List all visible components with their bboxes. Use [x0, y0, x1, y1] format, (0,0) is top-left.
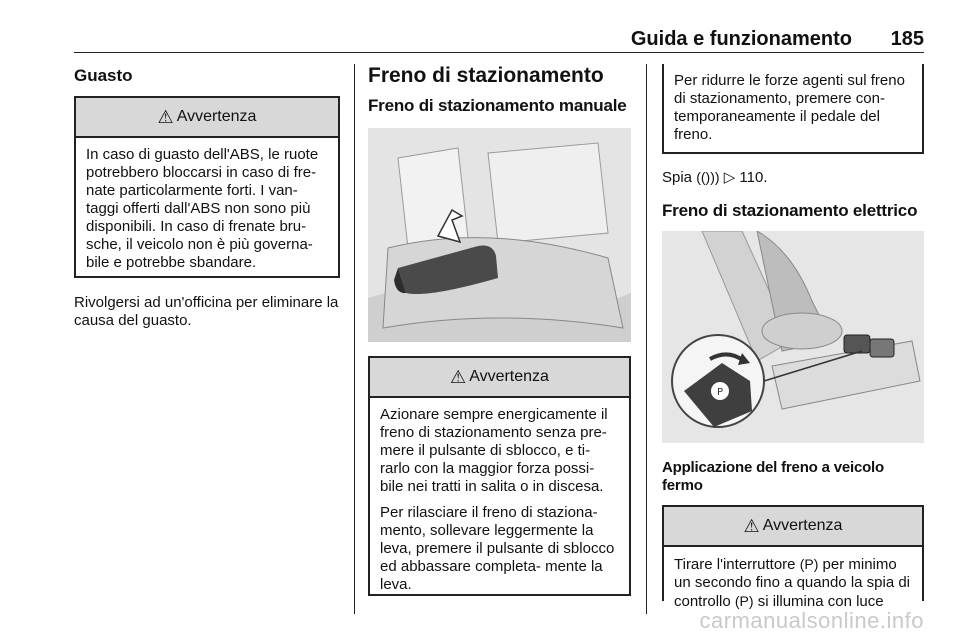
subtitle-elettrico: Freno di stazionamento elettrico — [662, 201, 918, 220]
column-divider-2 — [646, 64, 647, 614]
warning-text-1: Azionare sempre energicamente il freno di stazionamento senza pre- mere il pulsante di sblocco, e ti- rarlo con la maggior forza possi- bile nei tratti in salita o in discesa. — [380, 406, 608, 495]
subtitle-manuale: Freno di stazionamento manuale — [368, 96, 627, 115]
parking-brake-switch-icon: (P) — [799, 556, 819, 572]
warning-triangle-icon: ⚠ — [743, 515, 760, 536]
page-number: 185 — [890, 28, 924, 50]
column-2 — [368, 64, 631, 596]
column-divider-1 — [354, 64, 355, 614]
brake-warning-light-icon: (())) — [696, 169, 720, 185]
paragraph-officina: Rivolgersi ad un'officina per eliminare la causa del guasto. — [74, 294, 339, 329]
warning-box-manuale — [368, 356, 631, 596]
warning-box-header — [664, 507, 922, 547]
warning-title: Avvertenza — [176, 108, 257, 125]
illustration-electric-brake-switch — [662, 231, 924, 443]
title-freno-stazionamento: Freno di stazionamento — [368, 64, 604, 87]
warning-text: Tirare l'interruttore (P) per minimo un secondo fino a quando la spia di controllo (P) si illumina con luce — [674, 556, 911, 610]
warning-box-header — [370, 358, 629, 398]
page-reference-icon: ▷ — [723, 169, 736, 186]
warning-box-abs — [74, 96, 340, 278]
info-box-body — [664, 64, 922, 152]
spia-page-ref[interactable]: 110. — [739, 169, 768, 186]
illustration-handbrake-lever — [368, 128, 631, 342]
info-box-pedale — [662, 64, 924, 154]
warning-text: In caso di guasto dell'ABS, le ruote potrebbero bloccarsi in caso di fre- nate particolarmente forti. I van- taggi offerti dall'ABS non sono più disponibili. In caso di frenate bru- sche, il veicolo non è più governa- bile e potrebbe sbandare. — [86, 146, 319, 271]
warning-box-elettrico — [662, 505, 924, 610]
warning-triangle-icon: ⚠ — [450, 366, 467, 387]
section-title: Guida e funzionamento — [630, 28, 852, 50]
info-text: Per ridurre le forze agenti sul freno di stazionamento, premere con- temporaneamente il pedale del freno. — [674, 72, 905, 143]
warning-triangle-icon: ⚠ — [157, 106, 174, 127]
svg-text:P: P — [716, 387, 724, 398]
column-1 — [74, 64, 340, 330]
warning-text-2: Per rilasciare il freno di staziona- mento, sollevare leggermente la leva, premere il pulsante di sblocco ed abbassare completa- mente la leva. — [380, 504, 615, 593]
warning-box-body — [76, 138, 338, 280]
warning-box-body — [370, 398, 629, 602]
column-3 — [662, 64, 924, 610]
warning-title: Avvertenza — [762, 517, 843, 534]
spia-reference — [662, 168, 924, 187]
parking-brake-light-icon: (P) — [734, 593, 754, 609]
warning-title: Avvertenza — [469, 368, 549, 385]
watermark: carmanualsonline.info — [699, 608, 924, 633]
heading-guasto: Guasto — [74, 66, 133, 85]
warning-box-header — [76, 98, 338, 138]
spia-label: Spia — [662, 169, 693, 186]
header-rule — [74, 52, 924, 53]
subheading-veicolo-fermo: Applicazione del freno a veicolo fermo — [662, 459, 884, 494]
